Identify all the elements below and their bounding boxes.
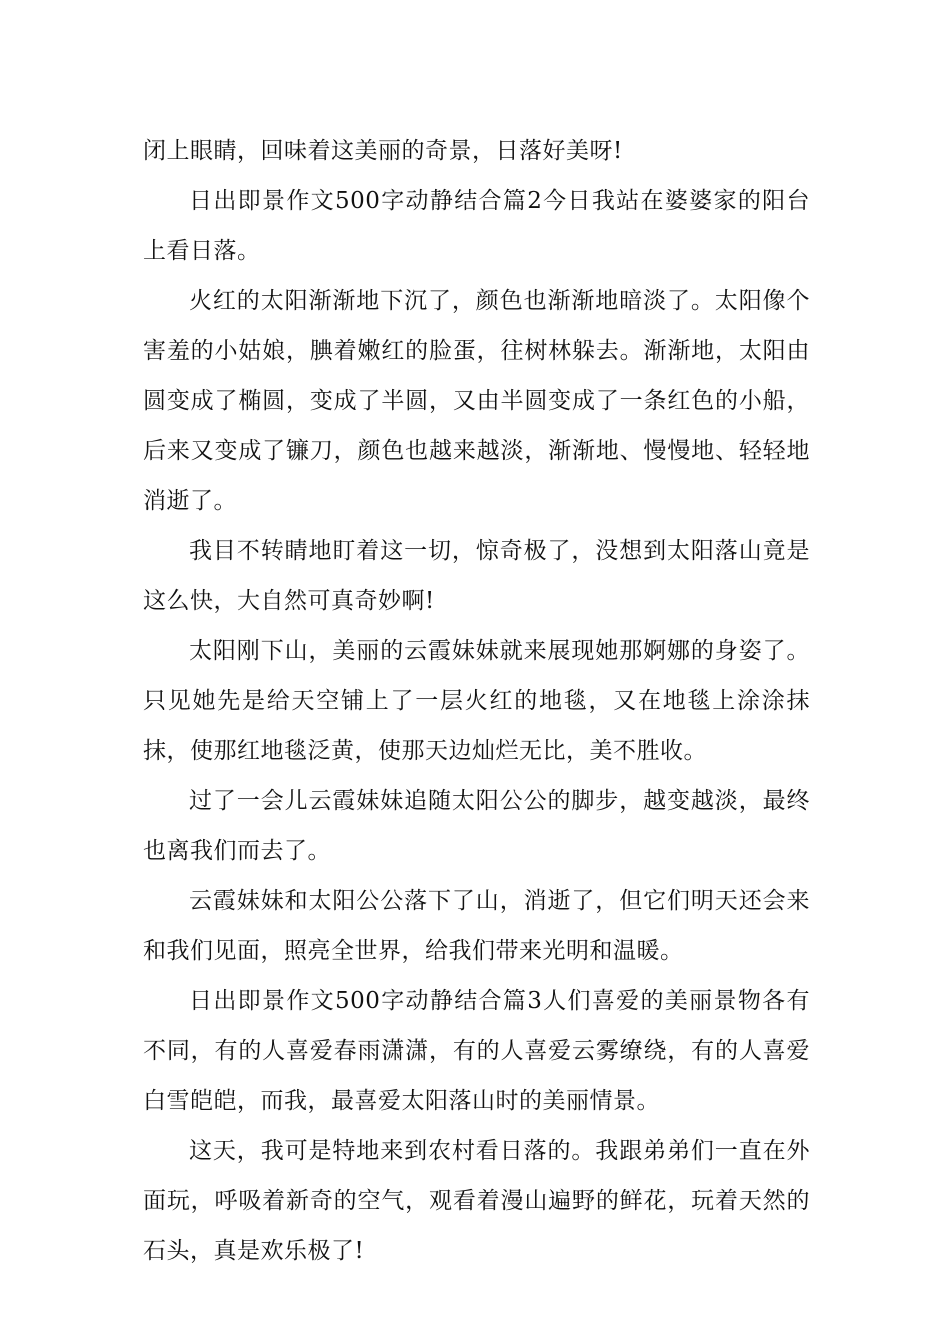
paragraph-6: 过了一会儿云霞妹妹追随太阳公公的脚步，越变越淡，最终也离我们而去了。	[143, 788, 810, 864]
paragraph-7: 云霞妹妹和太阳公公落下了山，消逝了，但它们明天还会来和我们见面，照亮全世界，给我们带来光明和温暖。	[143, 888, 810, 964]
paragraph-9: 这天，我可是特地来到农村看日落的。我跟弟弟们一直在外面玩，呼吸着新奇的空气，观看着漫山遍野的鲜花，玩着天然的石头，真是欢乐极了!	[143, 1138, 810, 1264]
paragraph-3: 火红的太阳渐渐地下沉了，颜色也渐渐地暗淡了。太阳像个害羞的小姑娘，腆着嫩红的脸蛋，往树林躲去。渐渐地，太阳由圆变成了椭圆，变成了半圆，又由半圆变成了一条红色的小船，后来又变成了镰刀，颜色也越来越淡，渐渐地、慢慢地、轻轻地消逝了。	[143, 288, 810, 514]
document-body	[143, 126, 810, 1276]
paragraph-2: 日出即景作文500字动静结合篇2今日我站在婆婆家的阳台上看日落。	[143, 188, 810, 264]
paragraph-4: 我目不转睛地盯着这一切，惊奇极了，没想到太阳落山竟是这么快，大自然可真奇妙啊!	[143, 538, 810, 614]
paragraph-8: 日出即景作文500字动静结合篇3人们喜爱的美丽景物各有不同，有的人喜爱春雨潇潇，有的人喜爱云雾缭绕，有的人喜爱白雪皑皑，而我，最喜爱太阳落山时的美丽情景。	[143, 988, 810, 1114]
paragraph-1: 闭上眼睛，回味着这美丽的奇景，日落好美呀!	[143, 138, 623, 164]
paragraph-5: 太阳刚下山，美丽的云霞妹妹就来展现她那婀娜的身姿了。只见她先是给天空铺上了一层火红的地毯，又在地毯上涂涂抹抹，使那红地毯泛黄，使那天边灿烂无比，美不胜收。	[143, 638, 810, 764]
